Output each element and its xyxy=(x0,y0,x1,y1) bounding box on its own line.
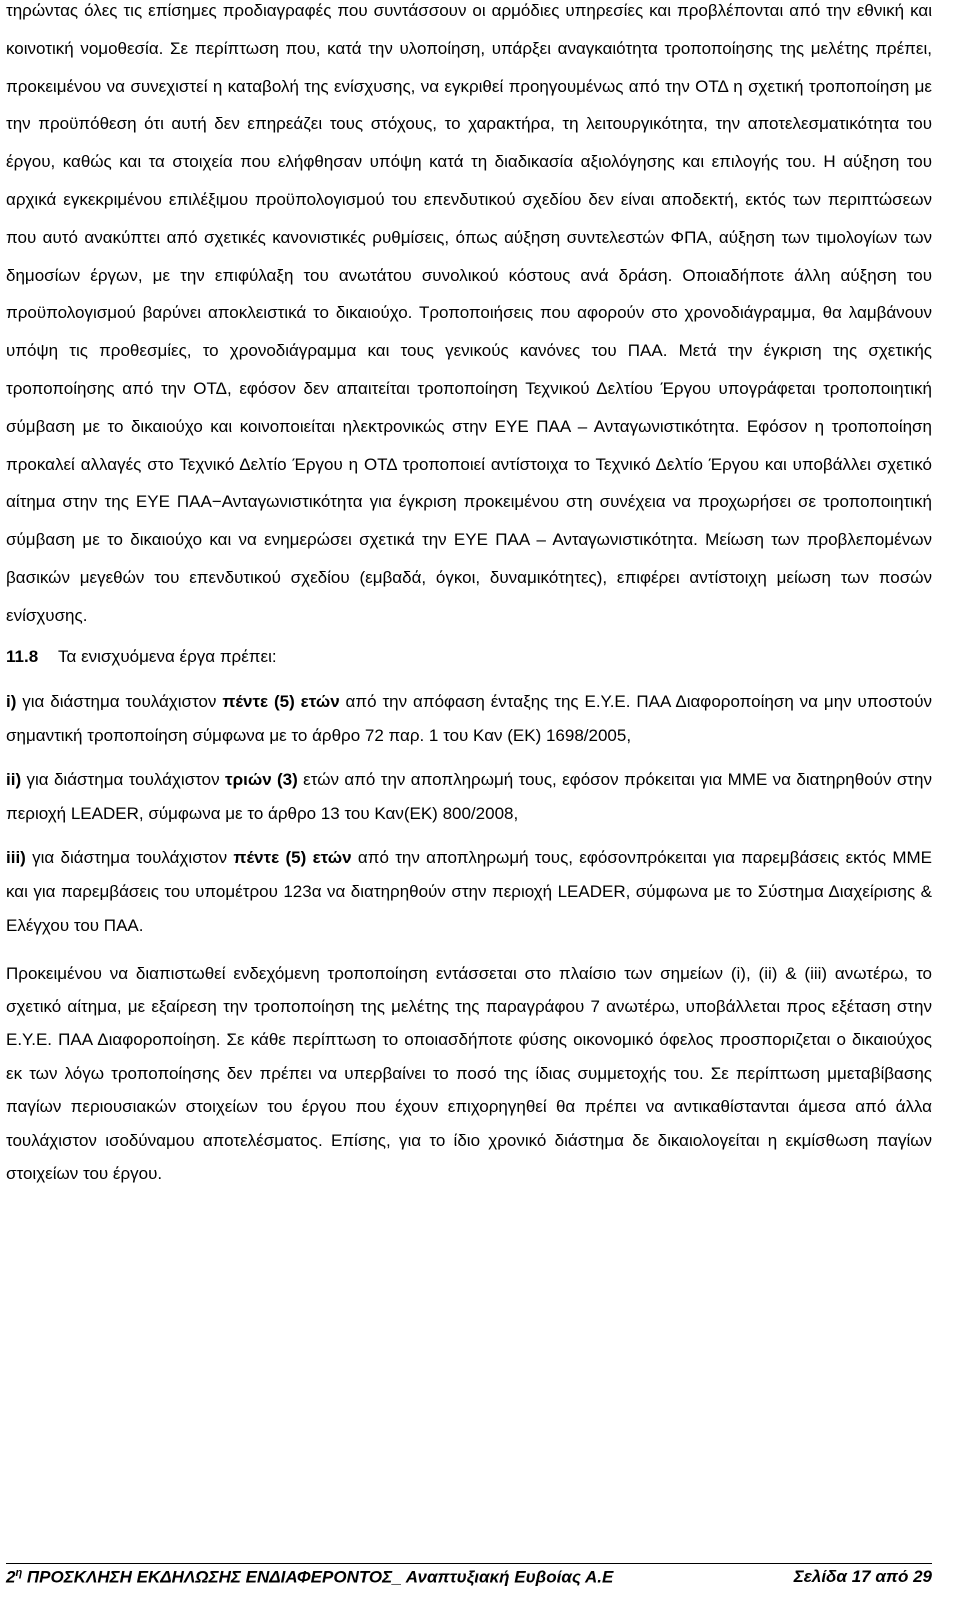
page-number: Σελίδα 17 από 29 xyxy=(793,1567,932,1586)
section-heading xyxy=(6,639,932,675)
item-bold-text: πέντε (5) ετών xyxy=(222,691,340,711)
item-text-after: από την απόφαση ένταξης της Ε.Υ.Ε. ΠΑΑ Διαφοροποίηση να μην υποστούν σημαντική τροποποίηση σύμφωνα με το άρθρο 72 παρ. 1 του Καν (ΕΚ) 1698/2005, xyxy=(6,691,932,745)
item-text-after: ετών από την αποπληρωμή τους, εφόσον πρόκειται για ΜΜΕ να διατηρηθούν στην περιοχή LEADER, σύμφωνα με το άρθρο 13 του Καν(ΕΚ) 800/2008, xyxy=(6,769,932,823)
item-marker: iii) xyxy=(6,847,26,867)
list-item-iii xyxy=(6,841,932,943)
document-page xyxy=(6,0,932,1190)
list-item-i xyxy=(6,685,932,753)
section-number: 11.8 xyxy=(6,646,39,666)
item-bold-text: τριών (3) xyxy=(225,769,298,789)
item-bold-text: πέντε (5) ετών xyxy=(233,847,352,867)
final-paragraph: Προκειμένου να διαπιστωθεί ενδεχόμενη τροποποίηση εντάσσεται στο πλαίσιο των σημείων (i), (ii) & (iii) ανωτέρω, το σχετικό αίτημα, με εξαίρεση την τροποποίηση της μελέτης της παραγράφου 7 ανωτέρω, υποβάλλεται προς εξέταση στην Ε.Υ.Ε. ΠΑΑ Διαφοροποίηση. Σε κάθε περίπτωση το οποιασδήποτε φύσης οικονομικό όφελος προσποριζεται ο δικαιούχος εκ των λόγω τροποποίησης δεν πρέπει να υπερβαίνει το ποσό της ίδιας συμμετοχής του. Σε περίπτωση μμεταβίβασης παγίων περιουσιακών στοιχείων του έργου που έχουν επιχορηγηθεί θα πρέπει να αντικαθίστανται άμεσα από άλλα τουλάχιστον ισοδύναμου αποτελέσματος. Επίσης, για το ίδιο χρονικό διάστημα δε δικαιολογείται η εκμίσθωση παγίων στοιχείων του έργου. xyxy=(6,963,932,1183)
intro-paragraph: τηρώντας όλες τις επίσημες προδιαγραφές που συντάσσουν οι αρμόδιες υπηρεσίες και προβλέπονται από την εθνική και κοινοτική νομοθεσία. Σε περίπτωση που, κατά την υλοποίηση, υπάρξει αναγκαιότητα τροποποίησης της μελέτης πρέπει, προκειμένου να συνεχιστεί η καταβολή της ενίσχυσης, να εγκριθεί προηγουμένως από την ΟΤΔ η σχετική τροποποίηση με την προϋπόθεση ότι αυτή δεν επηρεάζει τους στόχους, το χαρακτήρα, τη λειτουργικότητα, την αποτελεσματικότητα του έργου, καθώς και τα στοιχεία που ελήφθησαν υπόψη κατά τη διαδικασία αξιολόγησης και επιλογής του. Η αύξηση του αρχικά εγκεκριμένου επιλέξιμου προϋπολογισμού του επενδυτικού σχεδίου δεν είναι αποδεκτή, εκτός των περιπτώσεων που αυτό ανακύπτει από σχετικές κανονιστικές ρυθμίσεις, όπως αύξηση συντελεστών ΦΠΑ, αύξηση των τιμολογίων των δημοσίων έργων, με την επιφύλαξη του ανωτάτου συνολικού κόστους ανά δράση. Οποιαδήποτε άλλη αύξηση του προϋπολογισμού βαρύνει αποκλειστικά το δικαιούχο. Τροποποιήσεις που αφορούν στο χρονοδιάγραμμα, θα λαμβάνουν υπόψη τις προθεσμίες, το χρονοδιάγραμμα και τους γενικούς κανόνες του ΠΑΑ. Μετά την έγκριση της σχετικής τροποποίησης από την ΟΤΔ, εφόσον δεν απαιτείται τροποποίηση Τεχνικού Δελτίου Έργου υπογράφεται τροποποιητική σύμβαση με το δικαιούχο και κοινοποιείται ηλεκτρονικώς στην ΕΥΕ ΠΑΑ – Ανταγωνιστικότητα. Εφόσον η τροποποίηση προκαλεί αλλαγές στο Τεχνικό Δελτίο Έργου η ΟΤΔ τροποποιεί αντίστοιχα το Τεχνικό Δελτίο Έργου και υποβάλλει σχετικό αίτημα στην της ΕΥΕ ΠΑΑ−Ανταγωνιστικότητα για έγκριση προκειμένου στη συνέχεια να προχωρήσει σε τροποποιητική σύμβαση με το δικαιούχο και να ενημερώσει σχετικά την ΕΥΕ ΠΑΑ – Ανταγωνιστικότητα. Μείωση των προβλεπομένων βασικών μεγεθών του επενδυτικού σχεδίου (εμβαδά, όγκοι, δυναμικότητες), επιφέρει αντίστοιχη μείωση των ποσών ενίσχυσης. xyxy=(6,1,932,625)
item-marker: ii) xyxy=(6,769,22,789)
footer-title-text: ΠΡΟΣΚΛΗΣΗ ΕΚΔΗΛΩΣΗΣ ΕΝΔΙΑΦΕΡΟΝΤΟΣ_ Αναπτυξιακή Ευβοίας Α.Ε xyxy=(22,1567,614,1587)
footer-number: 2 xyxy=(6,1567,16,1587)
section-title: Τα ενισχυόμενα έργα πρέπει: xyxy=(58,646,277,666)
footer-title xyxy=(6,1567,613,1588)
item-text-before: για διάστημα τουλάχιστον xyxy=(21,769,225,789)
item-marker: i) xyxy=(6,691,17,711)
item-text-before: για διάστημα τουλάχιστον xyxy=(16,691,223,711)
item-text-before: για διάστημα τουλάχιστον xyxy=(25,847,234,867)
item-text-after: από την αποπληρωμή τους, εφόσονπρόκειται για παρεμβάσεις εκτός ΜΜΕ και για παρεμβάσεις του υπομέτρου 123α να διατηρηθούν στην περιοχή LEADER, σύμφωνα με το Σύστημα Διαχείρισης & Ελέγχου του ΠΑΑ. xyxy=(6,847,933,935)
footer-superscript: η xyxy=(15,1567,23,1579)
page-footer xyxy=(6,1563,932,1588)
list-item-ii xyxy=(6,763,932,831)
